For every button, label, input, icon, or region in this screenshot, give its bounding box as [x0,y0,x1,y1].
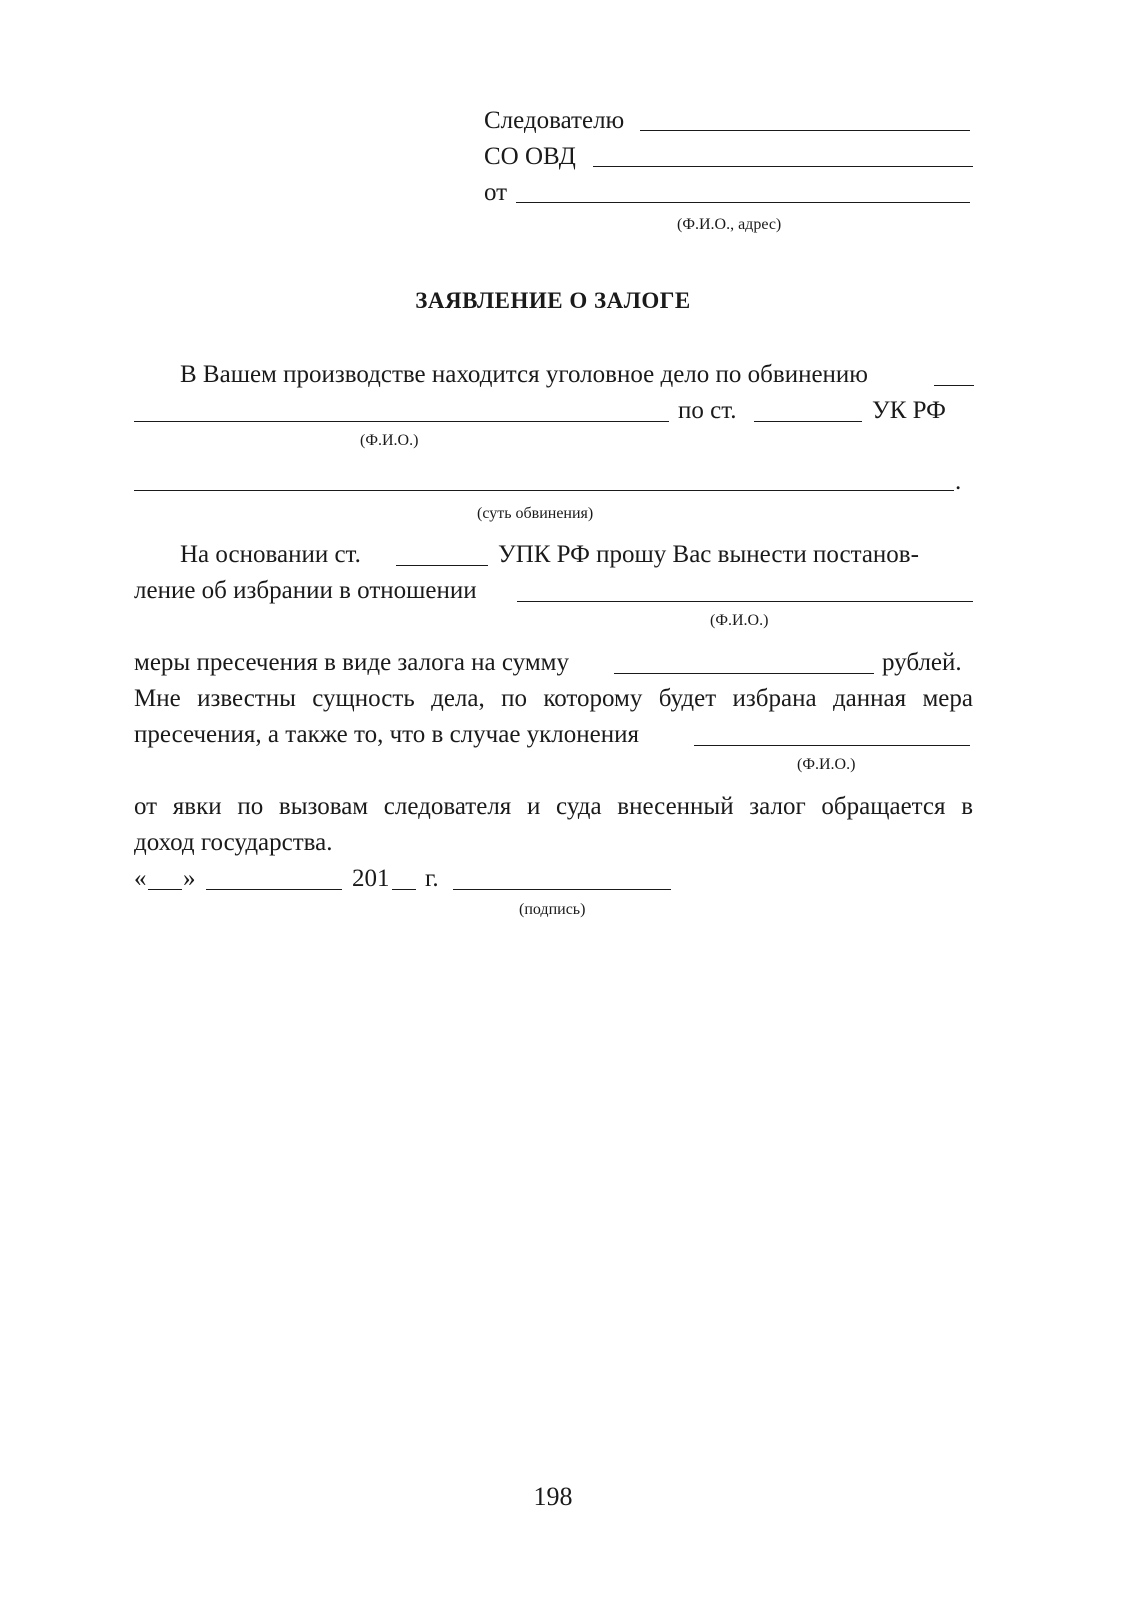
department-blank [593,166,973,167]
p1-period: . [955,468,962,495]
signature-caption: (подпись) [519,901,586,918]
from-blank [516,202,970,203]
date-day-blank [148,889,182,890]
p1-article-blank [754,421,862,422]
p1-article-prefix: по ст. [678,397,737,424]
p1-accused-blank-start [934,385,974,386]
p1-accused-blank [134,421,669,422]
p2-name-blank [517,601,973,602]
date-year-suffix: г. [425,865,439,892]
date-year-blank [392,889,416,890]
date-month-blank [206,889,342,890]
from-label: от [484,179,508,206]
department-label: СО ОВД [484,143,576,170]
p3-name-blank [694,745,970,746]
page-number: 198 [533,1482,573,1511]
p1-name-caption: (Ф.И.О.) [360,432,419,449]
p1-essence-caption: (суть обвинения) [477,505,594,522]
p4-line1: от явки по вызовам следователя и суда внесенный залог обращается в [134,793,973,820]
p4-line2: доход государства. [134,829,333,856]
p2-line1-b: УПК РФ прошу Вас вынести постанов- [498,541,919,568]
p3-line3: пресечения, а также то, что в случае уклонения [134,721,640,748]
p3-name-caption: (Ф.И.О.) [797,756,856,773]
p3-line1-b: рублей. [882,649,962,676]
p2-article-blank [396,565,488,566]
date-year-prefix: 201 [352,865,390,892]
date-close-quote: » [183,865,196,892]
p1-line1: В Вашем производстве находится уголовное дело по обвинению [180,361,868,388]
p3-line2: Мне известны сущность дела, по которому будет избрана данная мера [134,685,973,712]
date-open-quote: « [134,865,147,892]
p2-line1-a: На основании ст. [180,541,361,568]
p2-name-caption: (Ф.И.О.) [710,612,769,629]
p1-essence-blank [134,490,954,491]
document-title: ЗАЯВЛЕНИЕ О ЗАЛОГЕ [415,288,691,313]
investigator-blank [640,130,970,131]
investigator-label: Следователю [484,107,625,134]
p3-line1-a: меры пресечения в виде залога на сумму [134,649,569,676]
p1-code: УК РФ [872,397,946,424]
signature-blank [453,889,671,890]
p2-line2: ление об избрании в отношении [134,577,477,604]
p3-amount-blank [614,673,874,674]
from-caption: (Ф.И.О., адрес) [677,216,782,233]
